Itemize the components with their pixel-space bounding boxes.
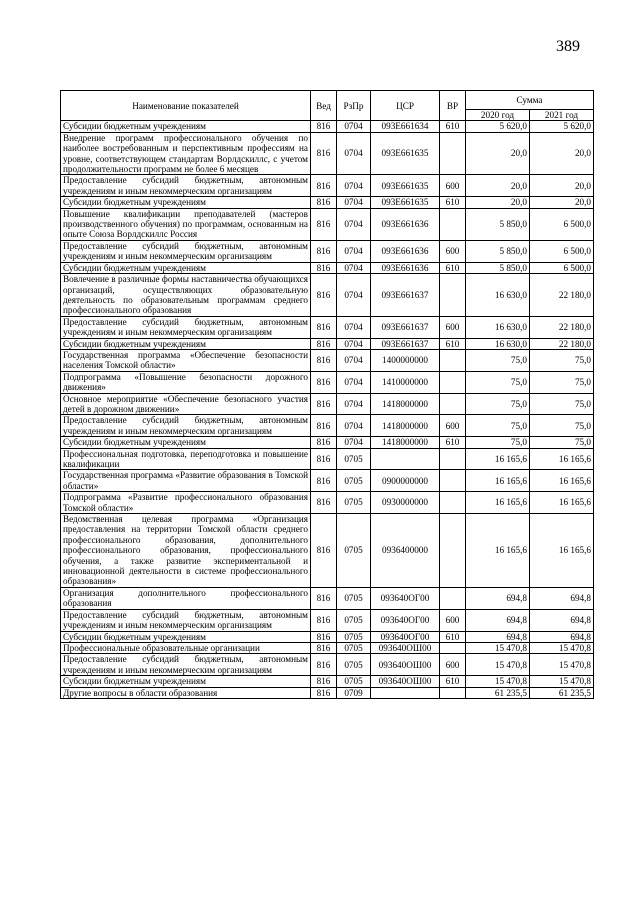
row-name: Субсидии бюджетным учреждениям: [61, 676, 311, 687]
row-csr: 0900000000: [371, 470, 440, 492]
row-sum-2020: 15 470,8: [466, 654, 530, 676]
row-vr: [440, 587, 466, 609]
row-name: Профессиональные образовательные организации: [61, 642, 311, 653]
row-rzpr: 0704: [337, 371, 371, 393]
row-sum-2020: 5 850,0: [466, 208, 530, 240]
row-name: Профессиональная подготовка, переподготовка и повышение квалификации: [61, 448, 311, 470]
row-ved: 816: [311, 338, 337, 349]
row-ved: 816: [311, 687, 337, 698]
row-sum-2021: 20,0: [530, 132, 594, 175]
row-csr: 093640ОГ00: [371, 587, 440, 609]
row-vr: [440, 371, 466, 393]
row-rzpr: 0704: [337, 316, 371, 338]
row-vr: 610: [440, 121, 466, 132]
row-rzpr: 0705: [337, 631, 371, 642]
row-sum-2021: 6 500,0: [530, 240, 594, 262]
row-rzpr: 0705: [337, 470, 371, 492]
table-row: [61, 415, 594, 437]
table-row: [61, 642, 594, 653]
row-vr: [440, 492, 466, 514]
row-csr: 093640ОГ00: [371, 631, 440, 642]
table-row: [61, 676, 594, 687]
row-sum-2021: 5 620,0: [530, 121, 594, 132]
row-name: Субсидии бюджетным учреждениям: [61, 338, 311, 349]
table-row: [61, 349, 594, 371]
row-sum-2020: 16 165,6: [466, 470, 530, 492]
row-name: Организация дополнительного профессионального образования: [61, 587, 311, 609]
row-sum-2020: 75,0: [466, 437, 530, 448]
table-row: [61, 371, 594, 393]
row-ved: 816: [311, 197, 337, 208]
row-rzpr: 0705: [337, 654, 371, 676]
row-rzpr: 0704: [337, 415, 371, 437]
row-sum-2021: 15 470,8: [530, 654, 594, 676]
table-row: [61, 121, 594, 132]
row-rzpr: 0705: [337, 492, 371, 514]
row-ved: 816: [311, 676, 337, 687]
row-rzpr: 0705: [337, 642, 371, 653]
row-sum-2021: 15 470,8: [530, 642, 594, 653]
budget-table: [60, 90, 594, 699]
row-rzpr: 0705: [337, 448, 371, 470]
row-sum-2021: 16 165,6: [530, 514, 594, 588]
row-ved: 816: [311, 240, 337, 262]
header-year-2020: 2020 год: [466, 110, 530, 121]
row-rzpr: 0704: [337, 349, 371, 371]
row-csr: 093640ОШ00: [371, 676, 440, 687]
row-csr: 093E661637: [371, 274, 440, 317]
row-csr: 1400000000: [371, 349, 440, 371]
table-row: [61, 514, 594, 588]
row-sum-2021: 75,0: [530, 415, 594, 437]
row-rzpr: 0705: [337, 587, 371, 609]
header-sum: Сумма: [466, 91, 594, 110]
row-name: Предоставление субсидий бюджетным, автономным учреждениям и иным некоммерческим организациям: [61, 240, 311, 262]
row-ved: 816: [311, 349, 337, 371]
row-name: Государственная программа «Развитие образования в Томской области»: [61, 470, 311, 492]
row-rzpr: 0704: [337, 197, 371, 208]
row-sum-2021: 75,0: [530, 349, 594, 371]
row-name: Субсидии бюджетным учреждениям: [61, 437, 311, 448]
row-vr: 600: [440, 316, 466, 338]
row-ved: 816: [311, 470, 337, 492]
row-csr: 093E661636: [371, 208, 440, 240]
row-sum-2021: 694,8: [530, 587, 594, 609]
row-rzpr: 0705: [337, 609, 371, 631]
row-ved: 816: [311, 262, 337, 273]
row-ved: 816: [311, 609, 337, 631]
row-csr: 1418000000: [371, 415, 440, 437]
row-sum-2021: 20,0: [530, 197, 594, 208]
row-name: Субсидии бюджетным учреждениям: [61, 121, 311, 132]
row-sum-2021: 16 165,6: [530, 492, 594, 514]
table-row: [61, 338, 594, 349]
row-sum-2020: 75,0: [466, 371, 530, 393]
table-row: [61, 470, 594, 492]
header-year-2021: 2021 год: [530, 110, 594, 121]
table-header-row: [61, 91, 594, 110]
row-ved: 816: [311, 514, 337, 588]
row-sum-2020: 20,0: [466, 197, 530, 208]
row-sum-2021: 16 165,6: [530, 448, 594, 470]
row-name: Подпрограмма «Повышение безопасности дорожного движения»: [61, 371, 311, 393]
row-sum-2020: 5 620,0: [466, 121, 530, 132]
row-ved: 816: [311, 448, 337, 470]
row-vr: 600: [440, 240, 466, 262]
table-row: [61, 316, 594, 338]
row-sum-2020: 694,8: [466, 609, 530, 631]
table-row: [61, 609, 594, 631]
row-sum-2020: 5 850,0: [466, 262, 530, 273]
row-vr: [440, 448, 466, 470]
row-ved: 816: [311, 175, 337, 197]
row-name: Предоставление субсидий бюджетным, автономным учреждениям и иным некоммерческим организациям: [61, 654, 311, 676]
row-ved: 816: [311, 316, 337, 338]
page-number: 389: [556, 38, 580, 55]
table-row: [61, 587, 594, 609]
row-sum-2021: 694,8: [530, 609, 594, 631]
table-body: [61, 121, 594, 699]
row-csr: 0936400000: [371, 514, 440, 588]
row-csr: 093E661635: [371, 175, 440, 197]
table-row: [61, 437, 594, 448]
table-row: [61, 631, 594, 642]
row-rzpr: 0709: [337, 687, 371, 698]
row-vr: [440, 208, 466, 240]
row-sum-2021: 75,0: [530, 371, 594, 393]
row-ved: 816: [311, 393, 337, 415]
row-ved: 816: [311, 274, 337, 317]
row-rzpr: 0704: [337, 338, 371, 349]
row-csr: [371, 687, 440, 698]
row-sum-2021: 22 180,0: [530, 338, 594, 349]
row-csr: 093640ОГ00: [371, 609, 440, 631]
row-sum-2021: 6 500,0: [530, 262, 594, 273]
header-ved: Вед: [311, 91, 337, 121]
row-sum-2020: 5 850,0: [466, 240, 530, 262]
row-rzpr: 0704: [337, 121, 371, 132]
row-vr: 610: [440, 437, 466, 448]
row-rzpr: 0704: [337, 240, 371, 262]
row-sum-2020: 75,0: [466, 349, 530, 371]
table-row: [61, 262, 594, 273]
row-csr: 093640ОШ00: [371, 654, 440, 676]
row-ved: 816: [311, 492, 337, 514]
row-ved: 816: [311, 132, 337, 175]
row-sum-2020: 16 630,0: [466, 338, 530, 349]
row-sum-2021: 61 235,5: [530, 687, 594, 698]
row-name: Внедрение программ профессионального обучения по наиболее востребованным и перспективным профессиям на уровне, соответствующем стандартам Ворлдскиллс, с учетом продолжительности программ не более 6 месяцев: [61, 132, 311, 175]
row-sum-2021: 15 470,8: [530, 676, 594, 687]
header-vr: ВР: [440, 91, 466, 121]
row-rzpr: 0704: [337, 274, 371, 317]
row-sum-2020: 16 630,0: [466, 316, 530, 338]
row-ved: 816: [311, 415, 337, 437]
row-csr: 093E661637: [371, 316, 440, 338]
row-vr: 600: [440, 415, 466, 437]
row-vr: 600: [440, 609, 466, 631]
row-csr: [371, 448, 440, 470]
row-vr: [440, 393, 466, 415]
row-csr: 1418000000: [371, 437, 440, 448]
table-row: [61, 654, 594, 676]
row-vr: 600: [440, 175, 466, 197]
row-sum-2021: 6 500,0: [530, 208, 594, 240]
table-row: [61, 274, 594, 317]
table-row: [61, 197, 594, 208]
table-row: [61, 492, 594, 514]
row-vr: [440, 514, 466, 588]
row-sum-2020: 15 470,8: [466, 676, 530, 687]
row-sum-2020: 61 235,5: [466, 687, 530, 698]
row-name: Предоставление субсидий бюджетным, автономным учреждениям и иным некоммерческим организациям: [61, 609, 311, 631]
row-ved: 816: [311, 654, 337, 676]
row-rzpr: 0705: [337, 514, 371, 588]
row-name: Вовлечение в различные формы наставничества обучающихся организаций, осуществляющих образовательную деятельность по образовательным программам среднего профессионального образования: [61, 274, 311, 317]
row-name: Предоставление субсидий бюджетным, автономным учреждениям и иным некоммерческим организациям: [61, 175, 311, 197]
row-sum-2020: 75,0: [466, 415, 530, 437]
row-sum-2020: 15 470,8: [466, 642, 530, 653]
table-row: [61, 208, 594, 240]
row-sum-2020: 20,0: [466, 132, 530, 175]
row-ved: 816: [311, 587, 337, 609]
row-ved: 816: [311, 642, 337, 653]
row-name: Подпрограмма «Развитие профессионального образования Томской области»: [61, 492, 311, 514]
row-vr: [440, 470, 466, 492]
table-row: [61, 175, 594, 197]
row-sum-2021: 16 165,6: [530, 470, 594, 492]
row-sum-2021: 20,0: [530, 175, 594, 197]
row-vr: [440, 642, 466, 653]
table-row: [61, 687, 594, 698]
row-vr: [440, 349, 466, 371]
row-rzpr: 0704: [337, 175, 371, 197]
row-sum-2021: 22 180,0: [530, 274, 594, 317]
row-csr: 1418000000: [371, 393, 440, 415]
table-row: [61, 240, 594, 262]
header-rzpr: РзПр: [337, 91, 371, 121]
row-name: Субсидии бюджетным учреждениям: [61, 197, 311, 208]
row-name: Другие вопросы в области образования: [61, 687, 311, 698]
row-vr: 610: [440, 262, 466, 273]
header-csr: ЦСР: [371, 91, 440, 121]
row-csr: 093E661637: [371, 338, 440, 349]
row-csr: 1410000000: [371, 371, 440, 393]
row-rzpr: 0704: [337, 393, 371, 415]
row-ved: 816: [311, 437, 337, 448]
table-row: [61, 132, 594, 175]
row-sum-2020: 20,0: [466, 175, 530, 197]
table-row: [61, 448, 594, 470]
row-sum-2020: 694,8: [466, 631, 530, 642]
row-rzpr: 0704: [337, 262, 371, 273]
row-vr: 610: [440, 676, 466, 687]
row-rzpr: 0704: [337, 132, 371, 175]
row-name: Субсидии бюджетным учреждениям: [61, 631, 311, 642]
row-sum-2020: 16 165,6: [466, 448, 530, 470]
row-name: Ведомственная целевая программа «Организация предоставления на территории Томской области среднего профессионального образования, дополнительного профессионального образования, профессионального обучения, а также развитие экспериментальной и инновационной деятельности в системе профессионального образования»: [61, 514, 311, 588]
row-csr: 093E661635: [371, 132, 440, 175]
row-vr: 600: [440, 654, 466, 676]
row-rzpr: 0705: [337, 676, 371, 687]
row-csr: 093640ОШ00: [371, 642, 440, 653]
row-csr: 093E661634: [371, 121, 440, 132]
row-name: Повышение квалификации преподавателей (мастеров производственного обучения) по программам, основанным на опыте Союза Ворлдскиллс Россия: [61, 208, 311, 240]
row-name: Основное мероприятие «Обеспечение безопасного участия детей в дорожном движении»: [61, 393, 311, 415]
row-rzpr: 0704: [337, 208, 371, 240]
row-csr: 093E661635: [371, 197, 440, 208]
row-ved: 816: [311, 631, 337, 642]
row-sum-2021: 694,8: [530, 631, 594, 642]
row-sum-2021: 75,0: [530, 437, 594, 448]
row-sum-2020: 16 630,0: [466, 274, 530, 317]
row-ved: 816: [311, 121, 337, 132]
row-vr: [440, 132, 466, 175]
row-sum-2020: 694,8: [466, 587, 530, 609]
row-vr: [440, 687, 466, 698]
row-csr: 093E661636: [371, 240, 440, 262]
row-name: Субсидии бюджетным учреждениям: [61, 262, 311, 273]
row-sum-2021: 22 180,0: [530, 316, 594, 338]
row-name: Предоставление субсидий бюджетным, автономным учреждениям и иным некоммерческим организациям: [61, 415, 311, 437]
row-name: Предоставление субсидий бюджетным, автономным учреждениям и иным некоммерческим организациям: [61, 316, 311, 338]
row-sum-2021: 75,0: [530, 393, 594, 415]
row-ved: 816: [311, 371, 337, 393]
row-vr: 610: [440, 197, 466, 208]
row-vr: 610: [440, 631, 466, 642]
row-sum-2020: 16 165,6: [466, 514, 530, 588]
table-row: [61, 393, 594, 415]
row-vr: [440, 274, 466, 317]
row-sum-2020: 16 165,6: [466, 492, 530, 514]
row-rzpr: 0704: [337, 437, 371, 448]
row-ved: 816: [311, 208, 337, 240]
row-csr: 093E661636: [371, 262, 440, 273]
row-csr: 0930000000: [371, 492, 440, 514]
row-vr: 610: [440, 338, 466, 349]
header-name: Наименование показателей: [61, 91, 311, 121]
row-name: Государственная программа «Обеспечение безопасности населения Томской области»: [61, 349, 311, 371]
row-sum-2020: 75,0: [466, 393, 530, 415]
